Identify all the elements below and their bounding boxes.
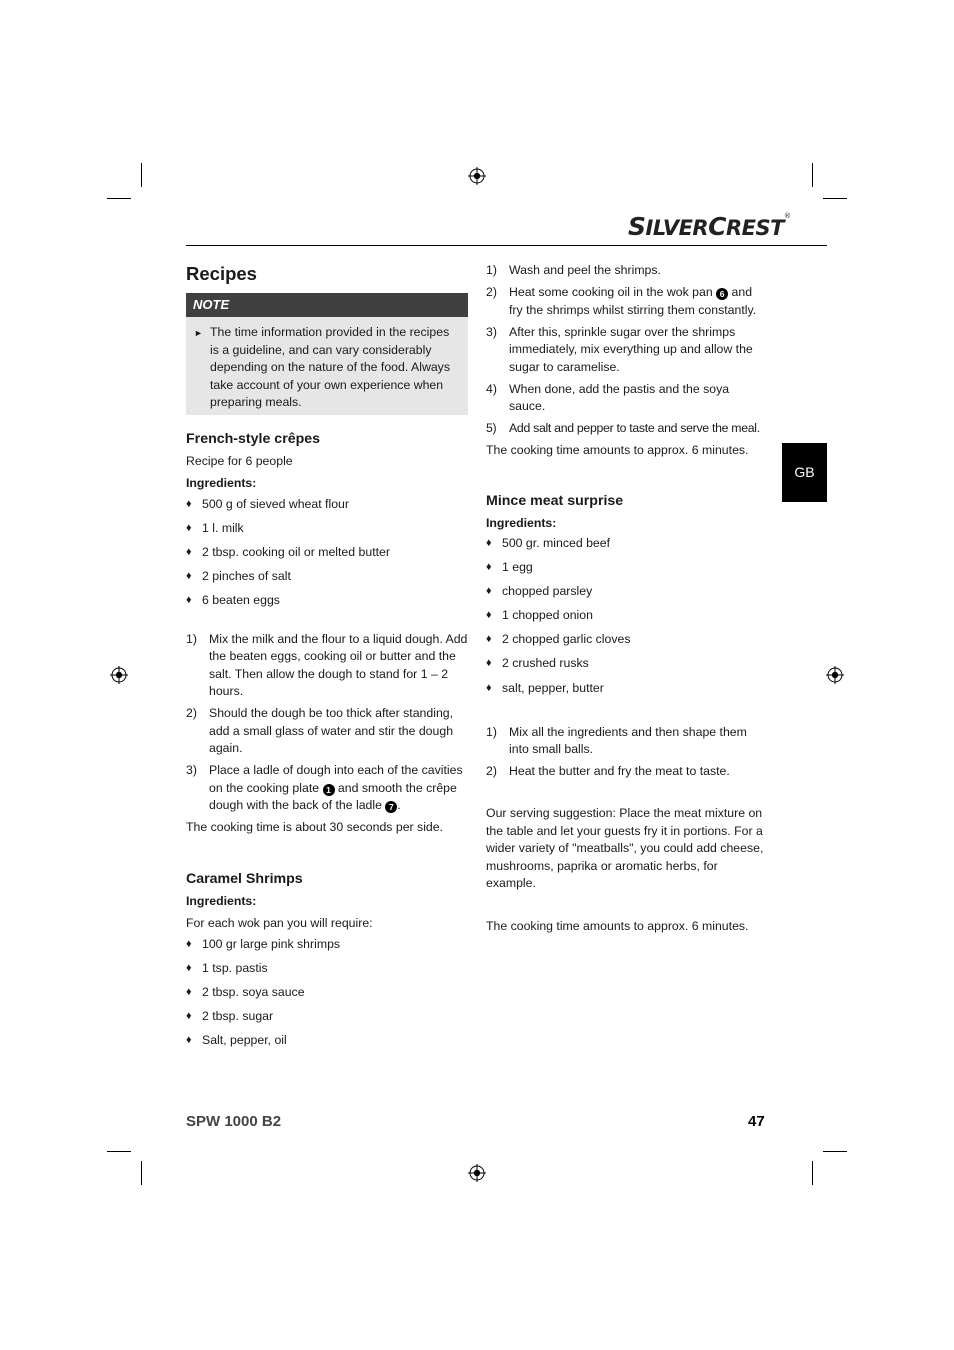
crop-mark [107,1151,131,1152]
diamond-bullet-icon: ♦ [186,545,192,558]
page-number: 47 [748,1113,765,1130]
list-item: ♦ 500 gr. minced beef [486,535,768,553]
diamond-bullet-icon: ♦ [486,585,492,598]
list-item: ♦ 100 gr large pink shrimps [186,936,468,954]
step-item: 2) Heat some cooking oil in the wok pan 6 and fry the shrimps whilst stirring them constantly. [486,285,757,317]
diamond-bullet-icon: ♦ [186,1034,192,1047]
list-item: ♦ 500 g of sieved wheat flour [186,496,468,514]
list-item: ♦ Salt, pepper, oil [186,1032,468,1050]
crop-mark [141,163,142,187]
footer-model-number: SPW 1000 B2 [186,1113,282,1130]
diamond-bullet-icon: ♦ [486,633,492,646]
crop-mark [812,1161,813,1185]
list-item: ♦ 2 tbsp. soya sauce [186,984,468,1002]
note-box [186,293,468,415]
language-tab: GB [782,443,827,502]
left-column [186,262,468,1056]
list-item: ♦ 1 chopped onion [486,607,768,625]
diamond-bullet-icon: ♦ [186,986,192,999]
diamond-bullet-icon: ♦ [186,521,192,534]
mince-serving-suggestion: Our serving suggestion: Place the meat mixture on the table and let your guests fry it in portions. For a wider variety of "meatballs", you could add cheese, mushrooms, paprika or aromatic herbs, for example. [486,806,764,891]
note-label: NOTE [186,293,468,317]
crop-mark [823,198,847,199]
list-item: ♦ 2 pinches of salt [186,568,468,586]
step-item: 3) Place a ladle of dough into each of the cavities on the cooking plate 1 and smooth the crêpe dough with the back of the ladle 7 . [186,763,463,813]
list-item: ♦ 1 tsp. pastis [186,960,468,978]
crepes-ingredients-label: Ingredients: [186,476,257,490]
diamond-bullet-icon: ♦ [186,937,192,950]
diamond-bullet-icon: ♦ [486,681,492,694]
section-heading-shrimps: Caramel Shrimps [186,870,303,887]
shrimps-ingredient-list [186,936,468,1050]
list-item: ♦ 2 chopped garlic cloves [486,631,768,649]
step-item: 1) Wash and peel the shrimps. [486,263,661,277]
registration-mark-icon [110,666,128,684]
part-number-badge: 1 [323,784,335,796]
shrimps-ingredients-label: Ingredients: [186,893,257,908]
right-column [486,262,768,940]
arrow-icon: ► [194,328,203,338]
crop-mark [812,163,813,187]
diamond-bullet-icon: ♦ [186,962,192,975]
section-heading-crepes: French-style crêpes [186,430,321,447]
diamond-bullet-icon: ♦ [486,537,492,549]
list-item: ♦ salt, pepper, butter [486,680,768,698]
brand-logo: SILVERCREST® [628,212,791,241]
step-item: 2) Heat the butter and fry the meat to taste. [486,764,730,779]
list-item: ♦ chopped parsley [486,583,768,601]
header-rule [186,245,827,246]
diamond-bullet-icon: ♦ [486,657,492,670]
list-item: ♦ 2 tbsp. sugar [186,1008,468,1026]
diamond-bullet-icon: ♦ [186,569,192,582]
list-item: ♦ 6 beaten eggs [186,592,468,610]
crop-mark [823,1151,847,1152]
crop-mark [141,1161,142,1185]
registration-mark-icon [468,1164,486,1182]
step-item: 2) Should the dough be too thick after standing, add a small glass of water and stir the dough again. [186,706,454,756]
step-item: 1) Mix all the ingredients and then shape them into small balls. [486,724,747,757]
section-heading-mince: Mince meat surprise [486,492,624,509]
step-item: 1) Mix the milk and the flour to a liquid dough. Add the beaten eggs, cooking oil or butter and the salt. Then allow the dough to stand for 1 – 2 hours. [186,631,468,699]
mince-steps [486,724,768,781]
step-item: 5) Add salt and pepper to taste and serve the meal. [486,421,760,435]
step-item: 3) After this, sprinkle sugar over the shrimps immediately, mix everything up and allow the sugar to caramelise. [486,324,753,374]
mince-ingredients-label: Ingredients: [486,515,557,530]
diamond-bullet-icon: ♦ [186,1010,192,1023]
list-item: ♦ 1 egg [486,559,768,577]
registration-mark-icon [468,167,486,185]
mince-cooking-time: The cooking time amounts to approx. 6 minutes. [486,918,749,933]
note-text: The time information provided in the recipes is a guideline, and can vary considerably depending on the nature of the food. Always take account of your own experience when preparing meals. [210,325,450,409]
crepes-steps [186,631,468,815]
list-item: ♦ 2 crushed rusks [486,655,768,673]
diamond-bullet-icon: ♦ [186,497,192,510]
diamond-bullet-icon: ♦ [486,561,492,574]
list-item: ♦ 1 l. milk [186,520,468,538]
crepes-cooking-time: The cooking time is about 30 seconds per side. [186,820,444,835]
registration-mark-icon [826,666,844,684]
step-item: 4) When done, add the pastis and the soya sauce. [486,381,730,413]
page-title: Recipes [186,263,257,284]
part-number-badge: 7 [385,801,397,813]
part-number-badge: 6 [716,288,728,300]
crop-mark [107,198,131,199]
shrimps-cooking-time: The cooking time amounts to approx. 6 minutes. [486,443,749,457]
shrimps-steps [486,262,768,438]
diamond-bullet-icon: ♦ [186,593,192,606]
crepes-serves: Recipe for 6 people [186,453,293,468]
mince-ingredient-list [486,535,768,697]
shrimps-intro: For each wok pan you will require: [186,916,373,931]
crepes-ingredient-list [186,496,468,610]
list-item: ♦ 2 tbsp. cooking oil or melted butter [186,544,468,562]
diamond-bullet-icon: ♦ [486,609,492,622]
